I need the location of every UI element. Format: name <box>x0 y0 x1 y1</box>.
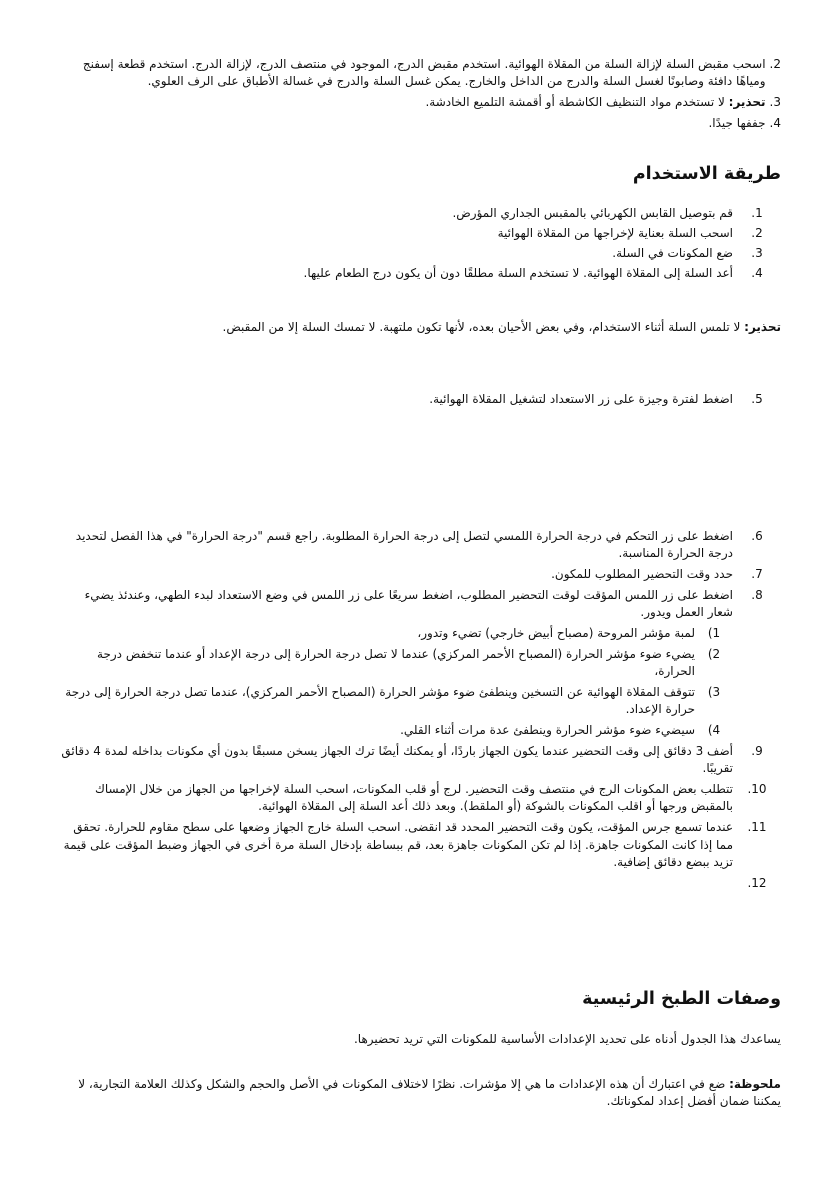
step-number: 12. <box>747 875 767 890</box>
list-item <box>60 566 781 583</box>
substep-text: يضيء ضوء مؤشر الحرارة (المصباح الأحمر المركزي) عندما لا تصل درجة الحرارة إلى درجة الإعداد أو عندما تنخفض درجة الحرارة، <box>97 647 695 679</box>
step-number: 6. <box>751 529 763 543</box>
step-number: 8. <box>751 588 763 603</box>
step-number: 2. <box>751 226 763 241</box>
warning-text: لا تستخدم مواد التنظيف الكاشطة أو أقمشة التلميع الخادشة. <box>425 95 729 110</box>
list-item <box>60 391 781 408</box>
recipes-heading: وصفات الطبخ الرئيسية <box>582 989 781 1009</box>
list-item <box>60 875 781 892</box>
substep-number: 2) <box>707 647 721 662</box>
list-item <box>60 265 781 282</box>
substep-text: لمبة مؤشر المروحة (مصباح أبيض خارجي) تضيء وتدور، <box>417 626 695 641</box>
usage-warning <box>60 319 781 336</box>
step-number: 4. <box>751 266 763 281</box>
usage-steps-list-2 <box>60 528 781 892</box>
recipes-intro: يساعدك هذا الجدول أدناه على تحديد الإعدادات الأساسية للمكونات التي تريد تحضيرها. <box>353 1032 781 1046</box>
step-text: أضف 3 دقائق إلى وقت التحضير عندما يكون الجهاز باردًا، أو يمكنك أيضًا ترك الجهاز يسخن مسبقًا بدون أي مكونات بداخله لمدة 4 دقائق تقريبًا. <box>61 744 733 776</box>
list-item <box>60 225 781 242</box>
item-text <box>60 94 766 111</box>
list-item <box>60 94 781 111</box>
list-item <box>60 646 733 680</box>
recipes-note <box>60 1076 781 1110</box>
list-item <box>60 205 781 222</box>
usage-steps-list <box>60 205 781 282</box>
substep-number: 3) <box>707 685 721 700</box>
warning-text: لا تلمس السلة أثناء الاستخدام، وفي بعض الأحيان بعده، لأنها تكون ملتهبة. لا تمسك السلة إلا من المقبض. <box>222 320 745 334</box>
item-number: 2. <box>769 57 781 71</box>
step-number: 9. <box>751 744 763 759</box>
item-text: جففها جيدًا. <box>708 116 766 131</box>
substep-number: 4) <box>707 723 721 738</box>
item-number: 3. <box>769 95 781 110</box>
list-item <box>60 56 781 90</box>
usage-heading: طريقة الاستخدام <box>632 164 781 184</box>
note-text: ضع في اعتبارك أن هذه الإعدادات ما هي إلا مؤشرات. نظرًا لاختلاف المكونات في الأصل والحجم والشكل وكذلك العلامة التجارية، لا يمكننا ضمان أفضل إعداد لمكوناتك. <box>78 1077 781 1109</box>
step-text: حدد وقت التحضير المطلوب للمكون. <box>551 567 733 582</box>
list-item <box>60 245 781 262</box>
list-item <box>60 625 733 642</box>
step-text: عندما تسمع جرس المؤقت، يكون وقت التحضير المحدد قد انقضى. اسحب السلة خارج الجهاز وضعها على سطح مقاوم للحرارة. تحقق مما إذا كانت المكونات جاهزة. إذا لم تكن المكونات جاهزة بعد، قم ببساطة بإدخال السلة مرة أخرى في الجهاز وضبط المؤقت على قيمة تزيد ببضع دقائق إضافية. <box>63 820 733 869</box>
list-item <box>60 528 781 562</box>
substep-text: سيضيء ضوء مؤشر الحرارة وينطفئ عدة مرات أثناء القلي. <box>400 723 695 738</box>
step-number: 1. <box>751 206 763 220</box>
cleaning-list <box>60 56 781 132</box>
step-text: اضغط لفترة وجيزة على زر الاستعداد لتشغيل المقلاة الهوائية. <box>429 392 733 406</box>
item-text: اسحب مقبض السلة لإزالة السلة من المقلاة الهوائية. استخدم مقبض الدرج، الموجود في منتصف الدرج، لإزالة الدرج. استخدم قطعة إسفنج ومياهًا دافئة وصابونًا لغسل السلة والدرج من الداخل والخارج. يمكن غسل السلة والدرج في غسالة الأطباق على الرف العلوي. <box>82 57 766 89</box>
list-item <box>60 115 781 132</box>
warning-label: تحذير: <box>744 320 781 334</box>
list-item <box>60 684 733 718</box>
substep-text: تتوقف المقلاة الهوائية عن التسخين وينطفئ ضوء مؤشر الحرارة (المصباح الأحمر المركزي)، عندما تصل درجة الحرارة إلى درجة حرارة الإعداد. <box>65 685 695 717</box>
list-item <box>60 587 781 621</box>
item-number: 4. <box>769 116 781 131</box>
step-text: ضع المكونات في السلة. <box>612 246 733 261</box>
note-label: ملحوظة: <box>729 1077 781 1091</box>
list-item <box>60 743 781 777</box>
list-item <box>60 722 733 739</box>
list-item <box>60 819 781 870</box>
step-text: قم بتوصيل القابس الكهربائي بالمقبس الجداري المؤرض. <box>452 206 733 220</box>
step-number: 11. <box>747 820 767 835</box>
step-text: أعد السلة إلى المقلاة الهوائية. لا تستخدم السلة مطلقًا دون أن يكون درج الطعام عليها. <box>303 266 733 281</box>
step-number: 5. <box>751 392 763 406</box>
step-text: تتطلب بعض المكونات الرج في منتصف وقت التحضير. لرج أو قلب المكونات، اسحب السلة لإخراجها من الجهاز من خلال الإمساك بالمقبض ورجها أو اقلب المكونات بالشوكة (أو الملقط). وبعد ذلك أعد السلة إلى المقلاة الهوائية. <box>94 782 733 814</box>
step-text: اسحب السلة بعناية لإخراجها من المقلاة الهوائية <box>497 226 733 241</box>
substep-number: 1) <box>707 626 721 641</box>
step-number: 3. <box>751 246 763 261</box>
step-text: اضغط على زر اللمس المؤقت لوقت التحضير المطلوب، اضغط سريعًا على زر اللمس في وضع الاستعداد لبدء الطهي، وعندئذ يضيء شعار العمل ويدور. <box>84 588 733 620</box>
step-number: 10. <box>747 782 767 797</box>
substeps-list <box>60 625 733 739</box>
step-text: اضغط على زر التحكم في درجة الحرارة اللمسي لتصل إلى درجة الحرارة المطلوبة. راجع قسم "درجة الحرارة" في هذا الفصل لتحديد درجة الحرارة المناسبة. <box>75 529 733 561</box>
step-number: 7. <box>751 567 763 582</box>
list-item <box>60 781 781 815</box>
step-5 <box>60 391 781 408</box>
warning-label: تحذير: <box>728 95 766 110</box>
